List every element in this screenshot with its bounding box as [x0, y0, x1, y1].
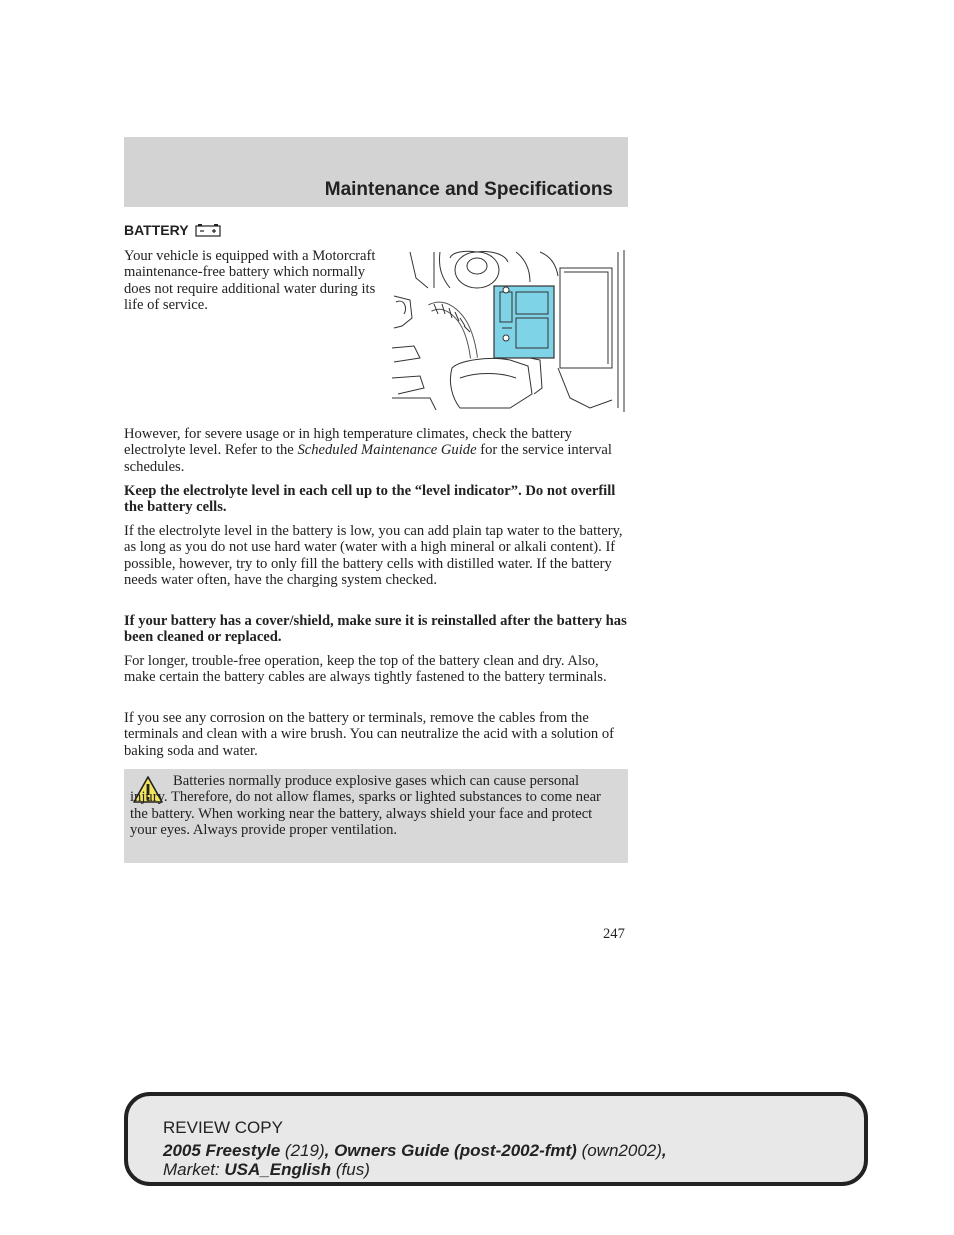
severe-usage-text: However, for severe usage or in high temperature climates, check the battery electrolyte level. Refer to the: [124, 426, 572, 459]
page-title: Maintenance and Specifications: [324, 179, 613, 200]
publication-line: [163, 1141, 667, 1161]
guide-name: Owners Guide (post-2002-fmt): [334, 1141, 577, 1160]
clean-terminals-paragraph: For longer, trouble-free operation, keep the top of the battery clean and dry. Also, make certain the battery cables are always tightly fastened to the battery terminals.: [124, 653, 607, 686]
header-band: [124, 137, 628, 207]
warning-box: [124, 769, 628, 863]
review-copy-footer: [124, 1092, 868, 1186]
warning-message: Batteries normally produce explosive gases which can cause personal injury. Therefore, do not allow flames, sparks or lighted substances to come near the battery. When working near the battery, always shield your face and protect your eyes. Always provide proper ventilation.: [130, 773, 601, 839]
battery-icon: [195, 223, 221, 237]
engine-compartment-battery-illustration: [390, 248, 630, 412]
severe-usage-text-end: for the service interval schedules.: [124, 442, 612, 475]
separator: ,: [324, 1141, 335, 1160]
separator: ,: [661, 1141, 667, 1160]
severe-usage-paragraph: [124, 426, 628, 475]
page-number: 247: [603, 926, 625, 942]
low-electrolyte-paragraph: If the electrolyte level in the battery is low, you can add plain tap water to the battery, as long as you do not use hard water (water with a high mineral or alkali content). If possible, however, try to only fill the battery cells with distilled water. If the battery needs water often, have the charging system checked.: [124, 523, 623, 589]
guide-code: (own2002): [576, 1141, 662, 1160]
model-name: 2005 Freestyle: [163, 1141, 281, 1160]
market-code: (fus): [331, 1160, 370, 1179]
maintenance-guide-reference: Scheduled Maintenance Guide: [297, 442, 477, 459]
electrolyte-level-note: Keep the electrolyte level in each cell up to the “level indicator”. Do not overfill the battery cells.: [124, 483, 616, 516]
review-copy-label: REVIEW COPY: [163, 1118, 283, 1137]
model-code: (219): [280, 1141, 325, 1160]
intro-paragraph: Your vehicle is equipped with a Motorcraft maintenance-free battery which normally does not require additional water during its life of service.: [124, 248, 376, 314]
market-line: [163, 1160, 370, 1180]
market-label: Market:: [163, 1160, 225, 1179]
corrosion-paragraph: If you see any corrosion on the battery or terminals, remove the cables from the terminals and clean with a wire brush. You can neutralize the acid with a solution of baking soda and water.: [124, 710, 614, 759]
cover-shield-note: If your battery has a cover/shield, make sure it is reinstalled after the battery has been cleaned or replaced.: [124, 613, 627, 646]
section-heading-label: BATTERY: [124, 222, 189, 238]
warning-text: [130, 773, 618, 839]
section-heading: [124, 222, 221, 238]
market-name: USA_English: [224, 1160, 332, 1179]
